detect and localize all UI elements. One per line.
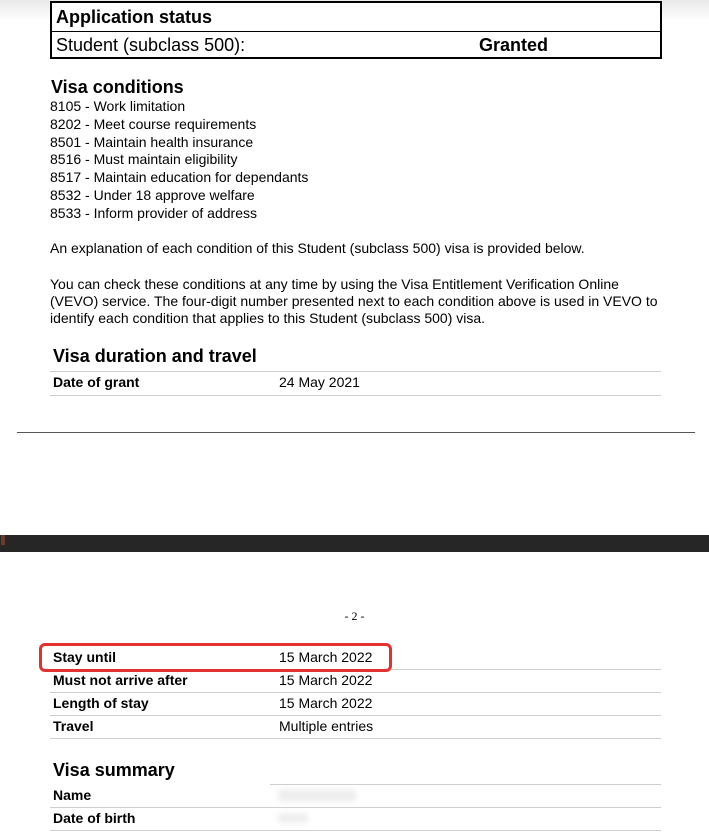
- date-of-grant-label: Date of grant: [53, 374, 140, 390]
- redacted-name: [278, 789, 356, 802]
- condition-item: 8532 - Under 18 approve welfare: [50, 186, 255, 203]
- travel-label: Travel: [53, 718, 94, 734]
- visa-conditions-list: [50, 98, 308, 223]
- row-divider: [50, 395, 661, 396]
- conditions-explanation: An explanation of each condition of this Student (subclass 500) visa is provided below.: [50, 240, 585, 256]
- length-of-stay-value: 15 March 2022: [279, 695, 373, 711]
- application-status-row: [52, 31, 660, 57]
- row-divider: [50, 830, 661, 831]
- row-divider: [50, 715, 661, 716]
- row-divider: [270, 784, 661, 785]
- travel-value: Multiple entries: [279, 718, 374, 734]
- visa-summary-heading: Visa summary: [53, 760, 175, 780]
- condition-item: 8516 - Must maintain eligibility: [50, 151, 238, 168]
- vevo-note: You can check these conditions at any time by using the Visa Entitlement Verification Online (VEVO) service. The four-digit number presented next to each condition above is used in VEVO to identify each condition that applies to this Student (subclass 500) visa.: [50, 276, 658, 326]
- must-not-arrive-after-label: Must not arrive after: [53, 672, 188, 688]
- date-of-grant-value: 24 May 2021: [279, 374, 360, 390]
- condition-item: 8501 - Maintain health insurance: [50, 133, 254, 150]
- date-of-birth-label: Date of birth: [53, 810, 136, 826]
- condition-item: 8202 - Meet course requirements: [50, 115, 257, 132]
- must-not-arrive-after-value: 15 March 2022: [279, 672, 373, 688]
- page-separator-band: [0, 535, 709, 552]
- visa-subclass-label: Student (subclass 500):: [56, 35, 246, 55]
- stay-until-value: 15 March 2022: [279, 649, 373, 665]
- visa-conditions-heading: Visa conditions: [51, 77, 184, 97]
- condition-item: 8105 - Work limitation: [50, 98, 186, 114]
- row-divider: [50, 738, 661, 739]
- page-number: - 2 -: [344, 609, 365, 623]
- row-divider: [50, 371, 661, 372]
- application-status-value: Granted: [479, 35, 549, 55]
- condition-item: 8533 - Inform provider of address: [50, 204, 257, 221]
- visa-duration-heading: Visa duration and travel: [53, 346, 257, 366]
- stay-until-label: Stay until: [53, 649, 117, 665]
- application-status-title: Application status: [56, 7, 213, 27]
- condition-item: 8517 - Maintain education for dependants: [50, 169, 309, 186]
- redacted-date-of-birth: [278, 813, 308, 823]
- row-divider: [50, 692, 661, 693]
- length-of-stay-label: Length of stay: [53, 695, 149, 711]
- page-break-rule: [17, 432, 695, 433]
- row-divider: [50, 807, 661, 808]
- application-status-box: [50, 1, 662, 59]
- band-marker: [1, 535, 5, 545]
- stay-until-highlight: [39, 643, 392, 672]
- name-label: Name: [53, 787, 92, 803]
